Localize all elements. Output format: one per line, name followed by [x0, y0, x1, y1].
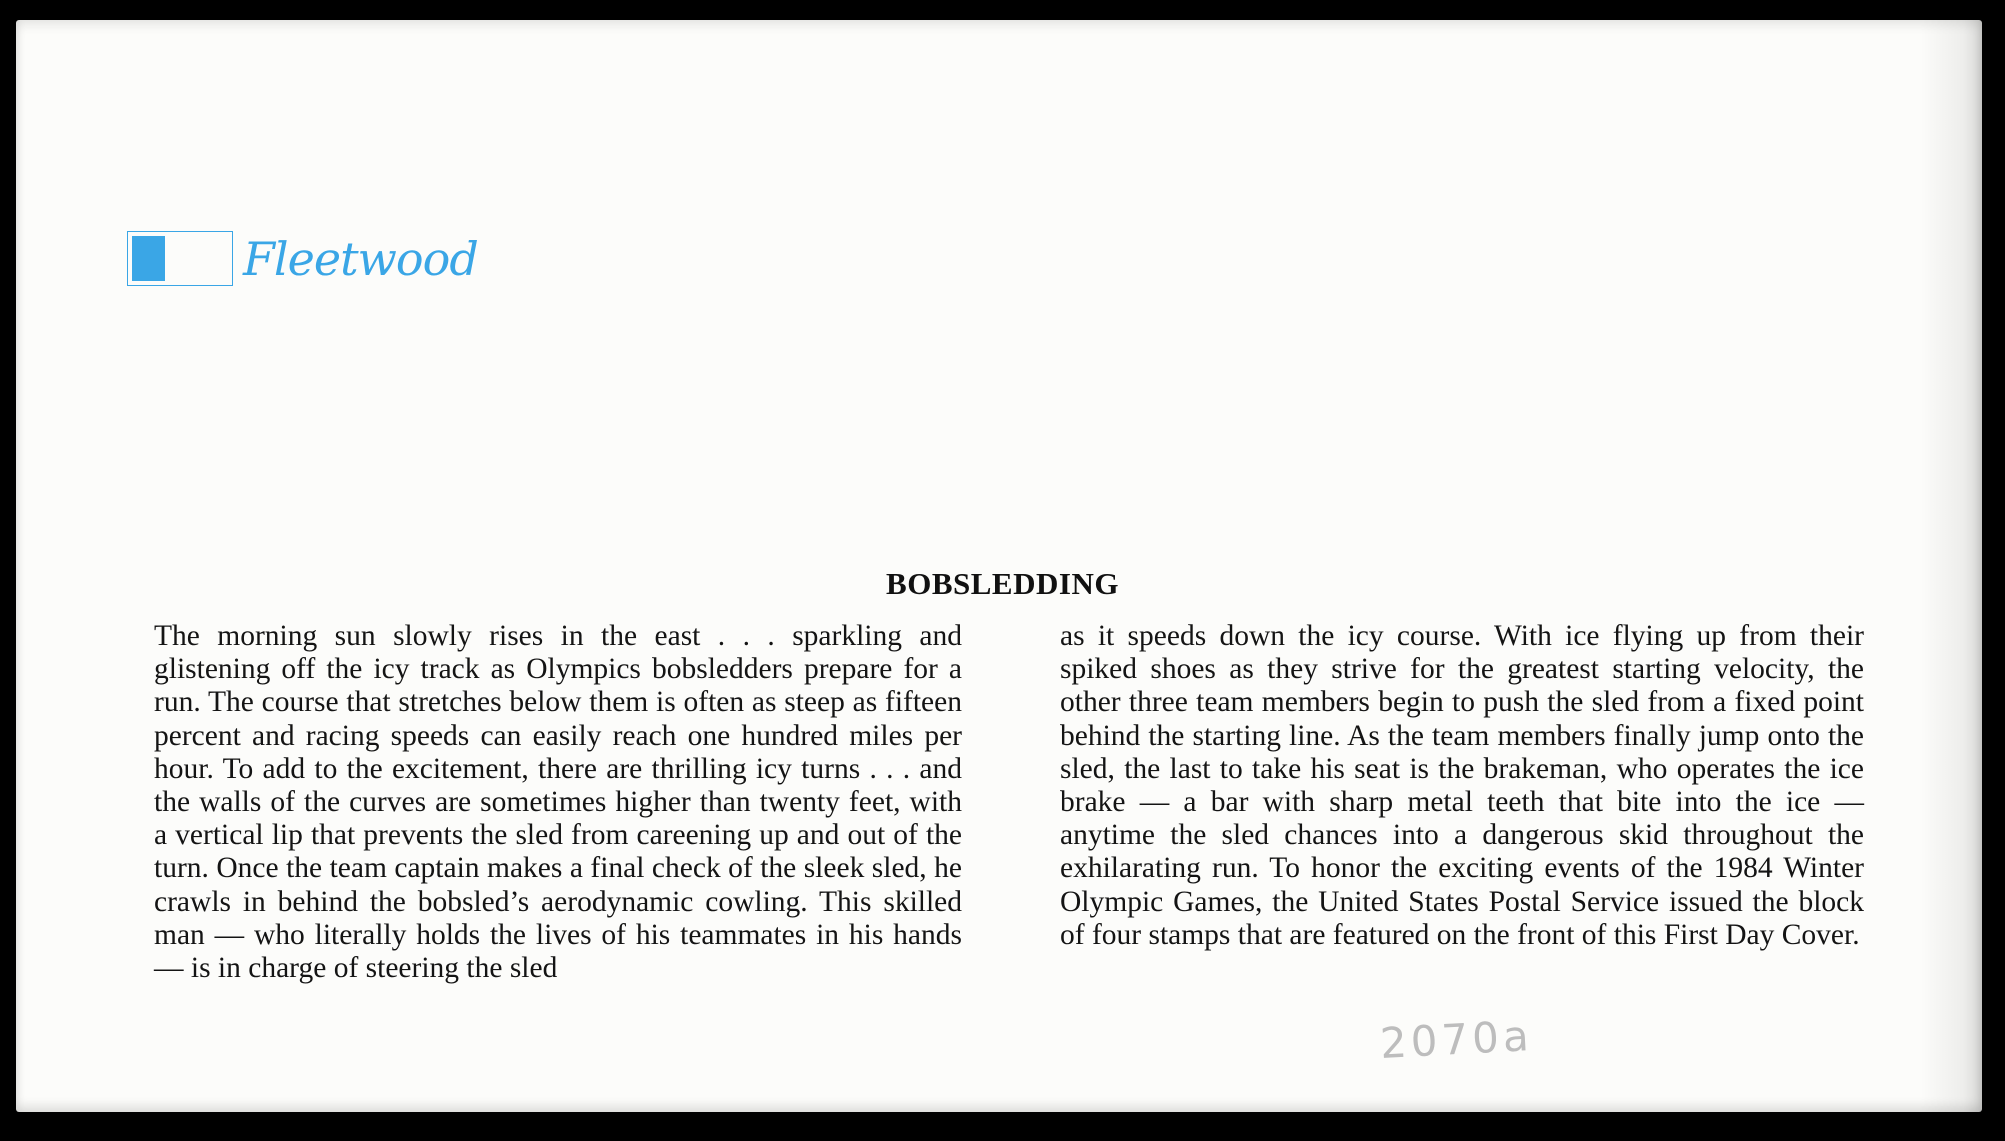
- article-title: BOBSLEDDING: [886, 566, 1119, 601]
- logo-brand-text: Fleetwood: [243, 232, 478, 286]
- logo-box-icon: [127, 231, 233, 286]
- pencil-catalog-note: 2070a: [1378, 1011, 1534, 1068]
- article-right-column: as it speeds down the icy course. With ice flying up from their spiked shoes as they strive for the greatest starting velocity, the other three team members begin to push the sled from a fixed point behind the starting line. As the team members finally jump onto the sled, the last to take his seat is the brakeman, who operates the ice brake — a bar with sharp metal teeth that bite into the ice — anytime the sled chances into a dangerous skid throughout the exhilarating run. To honor the exciting events of the 1984 Winter Olympic Games, the United States Postal Service issued the block of four stamps that are featured on the front of this First Day Cover.: [1060, 620, 1864, 951]
- article-left-column: The morning sun slowly rises in the east . . . sparkling and glistening off the icy track as Olympics bobsledders prepare for a run. The course that stretches below them is often as steep as fifteen percent and racing speeds can easily reach one hundred miles per hour. To add to the excitement, there are thrilling icy turns . . . and the walls of the curves are sometimes higher than twenty feet, with a vertical lip that prevents the sled from careening up and out of the turn. Once the team captain makes a final check of the sleek sled, he crawls in behind the bobsled’s aerodynamic cowling. This skilled man — who literally holds the lives of his teammates in his hands — is in charge of steering the sled: [154, 620, 962, 985]
- logo-fill-block: [132, 236, 165, 281]
